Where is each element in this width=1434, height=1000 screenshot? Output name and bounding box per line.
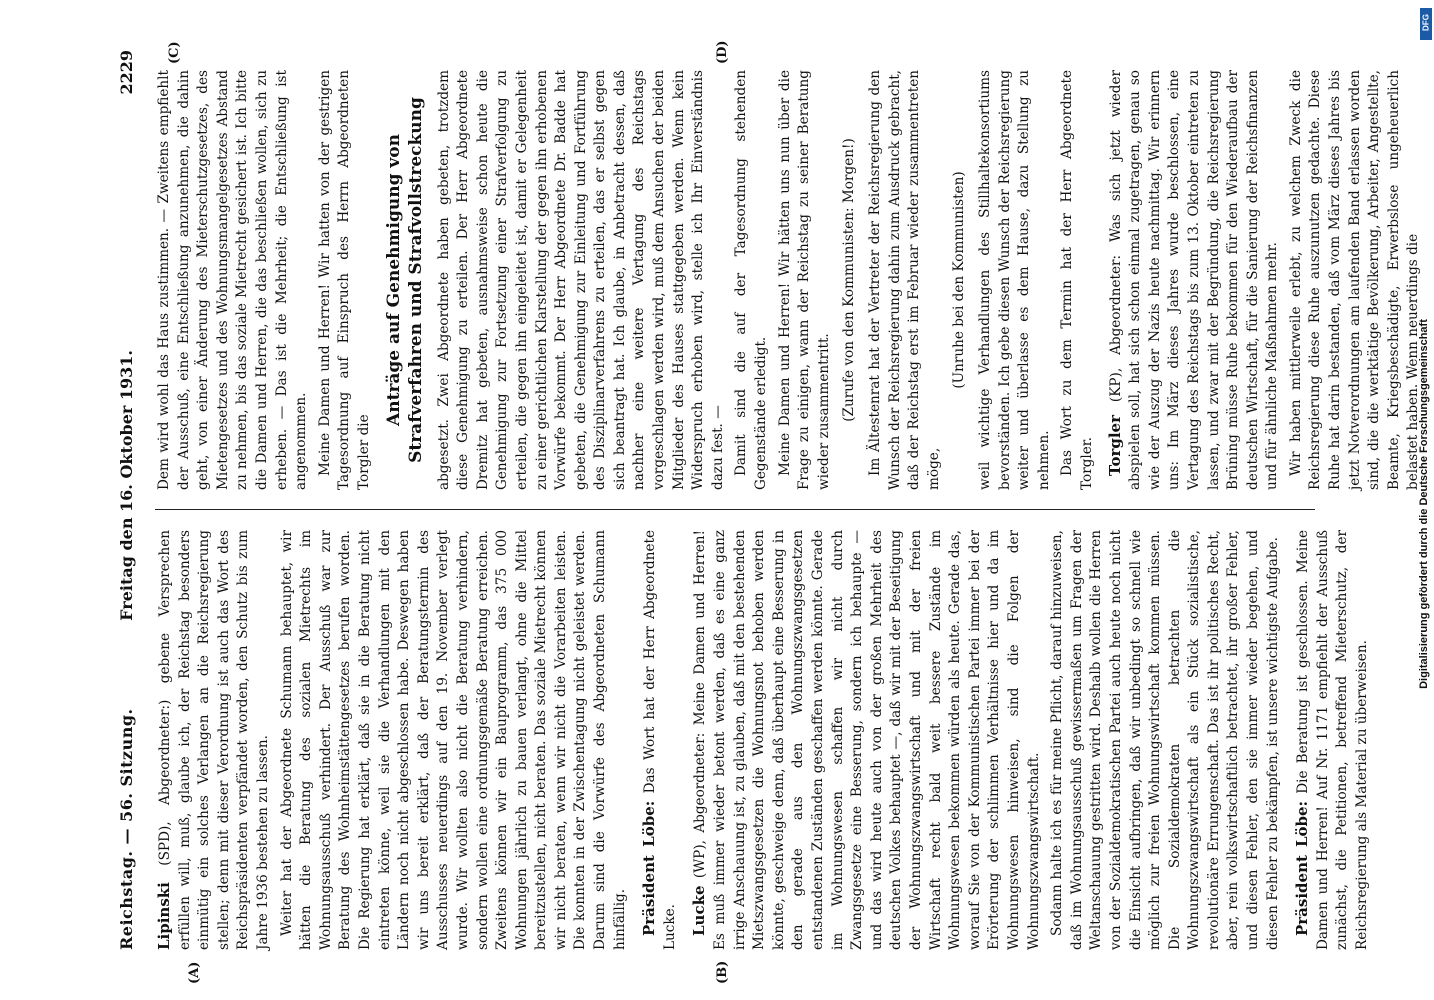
- margin-marker-b: (B): [715, 960, 730, 984]
- section-heading: Anträge auf Genehmigung von Strafverfahren und Strafvollstreckung: [383, 97, 426, 463]
- paragraph-text: Die Beratung ist geschlossen. Meine Damen und Herren! Auf Nr. 1171 empfiehlt der Ausschuß zunächst, die Petitionen, betreffend Mieterschutz, der Reichsregierung als Material zu überweisen.: [1295, 530, 1371, 950]
- page-number: 2229: [117, 50, 136, 95]
- page-header: [117, 50, 143, 950]
- paragraph: Dem wird wohl das Haus zustimmen. — Zweitens empfiehlt der Ausschuß, eine Entschließung anzunehmen, die dahin geht, von einer Änderung des Mieterschutzgesetzes, des Mietengesetzes und des Wohnungsmangelgesetzes Abstand zu nehmen, bis das soziale Mietrecht gesichert ist. Ich bitte die Damen und Herren, die das beschließen wollen, sich zu erheben. — Das ist die Mehrheit; die Entschließung ist angenommen.: [156, 70, 310, 490]
- paragraph-text: (KP), Abgeordneter: Was sich jetzt wieder abspielen soll, hat sich schon einmal zugetragen, genau so wie der Auszug der Nazis heute nachmittag. Wir erinnern uns: Im März dieses Jahres wurde beschlossen, eine Vertagung des Reichstags bis zum 13. Oktober eintreten zu lassen, und zwar mit der Begründung, die Reichsregierung Brüning müsse Ruhe bekommen für den Wiederaufbau der deutschen Wirtschaft, für die Sanierung der Reichsfinanzen und für ähnliche Maßnahmen mehr.: [1107, 70, 1281, 490]
- header-title-left: Reichstag. — 56. Sitzung.: [117, 708, 136, 950]
- speaker-name: Torgler: [1105, 415, 1124, 476]
- dfg-logo-text: DFG: [1421, 14, 1431, 31]
- speaker-name: Präsident Löbe:: [640, 800, 659, 936]
- dfg-logo: [1420, 8, 1432, 40]
- paragraph: [690, 530, 1044, 950]
- paragraph: Das Wort zu dem Termin hat der Herr Abgeordnete Torgler.: [1059, 70, 1095, 490]
- paragraph: [155, 530, 274, 950]
- paragraph: abgesetzt. Zwei Abgeordnete haben gebeten, trotzdem diese Genehmigung zu erteilen. Der Herr Abgeordnete Dremitz hat gebeten, ausnahmsweise schon heute die Genehmigung zur Fortsetzung einer Strafverfolgung zu erteilen, die gegen ihn eingeleitet ist, damit er Gelegenheit zu einer gerichtlichen Klarstellung der gegen ihn erhobenen Vorwürfe bekommt. Der Herr Abgeordnete Dr. Badde hat gebeten, die Genehmigung zur Einleitung und Fortführung des Disziplinarverfahrens zu erteilen, das er selbst gegen sich beantragt hat. Ich glaube, in Anbetracht dessen, daß nachher eine weitere Vertagung des Reichstags vorgeschlagen werden wird, muß dem Ansuchen der beiden Mitglieder des Hauses stattgegeben werden. Wenn kein Widerspruch erhoben wird, stelle ich Ihr Einverständnis dazu fest. —: [435, 70, 726, 490]
- paragraph: Wir haben mittlerweile erlebt, zu welchem Zweck die Reichsregierung diese Ruhe auszunutzen gedachte. Diese Ruhe hat darin bestanden, daß vom März dieses Jahres bis jetzt Notverordnungen am laufenden Band erlassen worden sind, die die werktätige Bevölkerung, Arbeiter, Angestellte, Beamte, Kriegsbeschädigte, Erwerbslose ungeheuerlich belastet haben. Wenn neuerdings die: [1287, 70, 1422, 490]
- paragraph-text: (WP), Abgeordneter: Meine Damen und Herren! Es muß immer wieder betont werden, daß es eine ganz irrige Anschauung ist, zu glauben, daß mit den bestehenden Mietszwangsgesetzen die Wohnungsnot behoben werden könnte, geschweige denn, daß überhaupt eine Besserung in den gerade aus den Wohnungszwangsgesetzen entstandenen Zuständen geschaffen werden könnte. Gerade im Wohnungswesen schaffen wir nicht durch Zwangsgesetze eine Besserung, sondern ich behaupte — und das wird heute auch von der großen Mehrheit des deutschen Volkes behauptet —, daß wir mit der Beseitigung der Wohnungszwangswirtschaft und mit der freien Wirtschaft recht bald weit bessere Zustände im Wohnungswesen bekommen würden als heute. Gerade das, worauf Sie von der Kommunistischen Partei immer bei der Erörterung der schlimmen Verhältnisse hier und da im Wohnungswesen hinweisen, sind die Folgen der Wohnungszwangswirtschaft.: [692, 530, 1042, 950]
- paragraph: weil wichtige Verhandlungen des Stillhaltekonsortiums bevorständen. Ich gebe diesen Wunsch der Reichsregierung weiter und überlasse es dem Hause, dazu Stellung zu nehmen.: [976, 70, 1052, 490]
- margin-marker-d: (D): [715, 40, 730, 64]
- speaker-name: Lucke: [690, 885, 709, 936]
- paragraph: Weiter hat der Abgeordnete Schumann behauptet, wir hätten die Beratung des sozialen Mietrechts im Wohnungsausschuß verhindert. Der Ausschuß war zur Beratung des Wohnheimstättengesetzes berufen worden. Die Regierung hat erklärt, daß sie in die Beratung nicht eintreten könne, weil sie die Verhandlungen mit den Ländern noch nicht abgeschlossen habe. Deswegen haben wir uns bereit erklärt, daß der Beratungstermin des Ausschusses neuerdings auf den 19. November verlegt wurde. Wir wollten also nicht die Beratung verhindern, sondern wollen eine ordnungsgemäße Beratung erreichen. Zweitens können wir ein Bauprogramm, das 375 000 Wohnungen jährlich zu bauen verlangt, ohne die Mittel bereitzustellen, nicht beraten. Das soziale Mietrecht können wir nicht beraten, wenn wir nicht die Vorarbeiten leisten. Die konnten in der Zwischentagung nicht geleistet werden. Darum sind die Vorwürfe des Abgeordneten Schumann hinfällig.: [278, 530, 628, 950]
- paragraph: Im Ältestenrat hat der Vertreter der Reichsregierung den Wunsch der Reichsregierung dahin zum Ausdruck gebracht, daß der Reichstag erst im Februar wieder zusammentreten möge,: [867, 70, 942, 490]
- column-divider: [155, 509, 1315, 510]
- margin-marker-c: (C): [167, 41, 182, 64]
- paragraph: [640, 530, 680, 950]
- credit-text: Digitalisierung gefördert durch die Deutsche Forschungsgemeinschaft: [1418, 319, 1430, 689]
- interjection: (Unruhe bei den Kommunisten): [951, 171, 968, 389]
- margin-marker-a: (A): [187, 961, 202, 984]
- header-title-right: Freitag den 16. Oktober 1931.: [117, 350, 136, 621]
- speaker-name: Präsident Löbe:: [1293, 800, 1312, 936]
- paragraph: Damit sind die auf der Tagesordnung stehenden Gegenstände erledigt.: [733, 70, 770, 490]
- interjection: (Zurufe von den Kommunisten: Morgen!): [841, 138, 858, 422]
- paragraph-text: Das Wort hat der Herr Abgeordnete Lucke.: [642, 530, 678, 950]
- paragraph: Meine Damen und Herren! Wir hatten von der gestrigen Tagesordnung auf Einspruch des Herrn Abgeordneten Torgler die: [316, 70, 372, 490]
- speaker-name: Lipinski: [155, 882, 173, 950]
- paragraph: Meine Damen und Herren! Wir hätten uns nun über die Frage zu einigen, wann der Reichstag zu seiner Beratung wieder zusammentritt.: [776, 70, 832, 490]
- paragraph: [1106, 70, 1283, 490]
- rotated-sheet: [103, 40, 1422, 984]
- right-column: [155, 70, 1422, 490]
- paragraph: Sodann halte ich es für meine Pflicht, darauf hinzuweisen, daß im Wohnungsausschuß gewissermaßen um Fragen der Weltanschauung gestritten wird. Deshalb wollen die Herren von der Sozialdemokratischen Partei auch heute noch nicht die Einsicht aufbringen, daß wir unbedingt so schnell wie möglich zur freien Wohnungswirtschaft kommen müssen. Die Sozialdemokraten betrachten die Wohnungszwangswirtschaft als ein Stück sozialistische, revolutionäre Errungenschaft. Das ist ihr politisches Recht, aber, rein volkswirtschaftlich betrachtet, ihr großer Fehler, und diesen Fehler, den sie immer wieder begehen, und diesen Fehler zu bekämpfen, ist unsere wichtigste Aufgabe.: [1049, 530, 1281, 950]
- digitization-credit: [1416, 6, 1432, 994]
- paragraph: [1293, 530, 1372, 950]
- left-column: [155, 530, 1371, 950]
- paragraph-text: (SPD), Abgeordneter:) gebene Versprechen erfüllen will, muß, glaube ich, der Reichstag besonders einmütig ein solches Verlangen an die Reichsregierung stellen; denn mit dieser Verordnung ist auch das Wort des Reichspräsidenten verpfändet worden, den Schutz bis zum Jahre 1936 bestehen zu lassen.: [157, 530, 271, 950]
